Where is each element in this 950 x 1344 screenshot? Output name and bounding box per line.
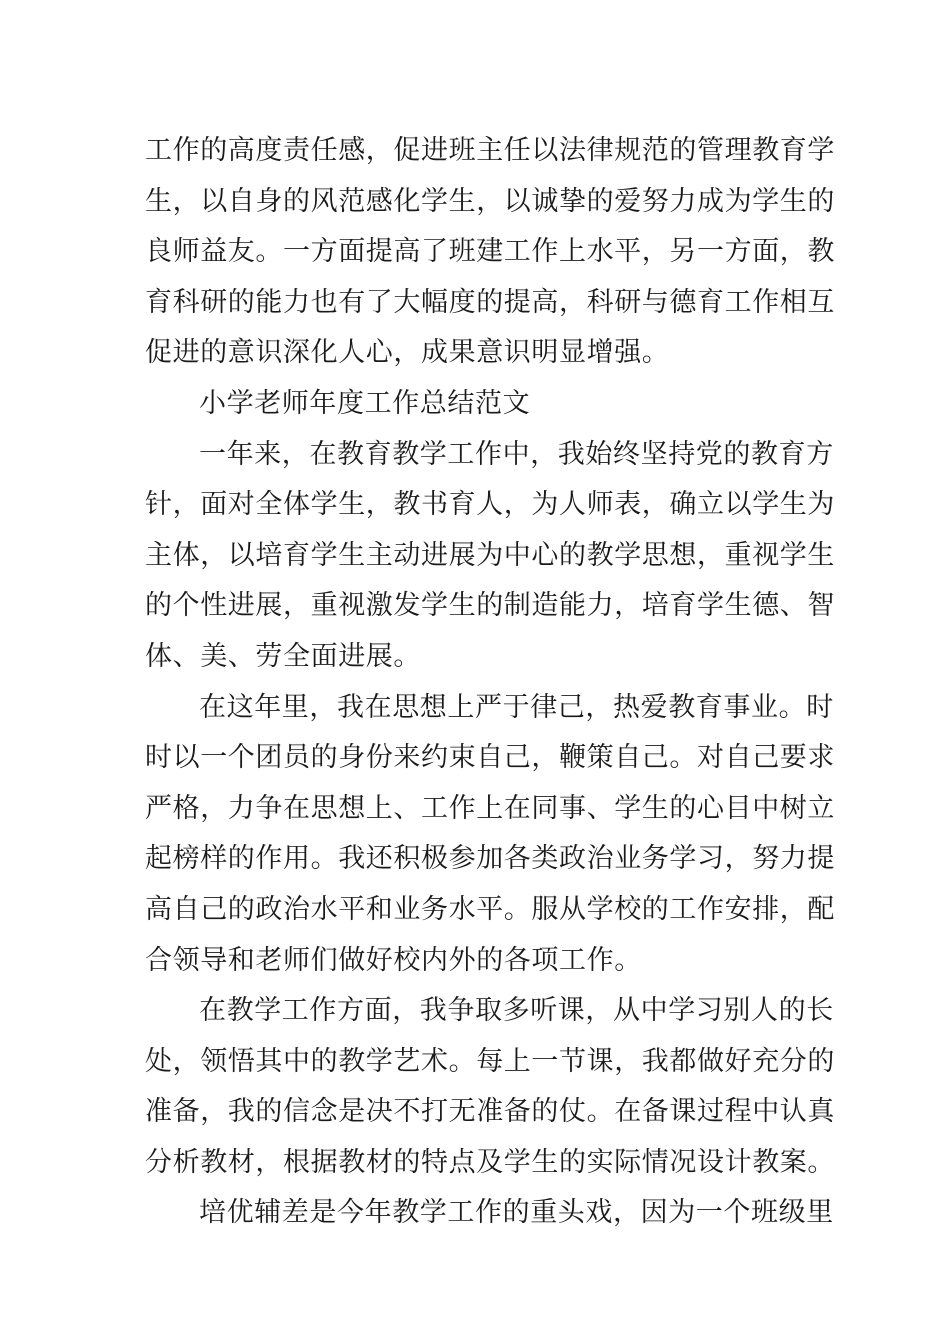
text-line: 准备，我的信念是决不打无准备的仗。在备课过程中认真: [145, 1096, 835, 1128]
paragraph-start-line: 在这年里，我在思想上严于律己，热爱教育事业。时: [199, 691, 834, 723]
text-line: 生，以自身的风范感化学生，以诚挚的爱努力成为学生的: [145, 185, 835, 217]
text-line: 工作的高度责任感，促进班主任以法律规范的管理教育学: [145, 135, 835, 166]
paragraph-start-line: 一年来，在教育教学工作中，我始终坚持党的教育方: [199, 438, 834, 470]
text-line: 严格，力争在思想上、工作上在同事、学生的心目中树立: [145, 792, 835, 824]
text-line: 主体，以培育学生主动进展为中心的教学思想，重视学生: [145, 539, 835, 571]
text-line: 的个性进展，重视激发学生的制造能力，培育学生德、智: [145, 590, 835, 622]
text-line: 体、美、劳全面进展。: [145, 640, 421, 672]
text-line: 高自己的政治水平和业务水平。服从学校的工作安排，配: [145, 893, 835, 925]
text-line: 时以一个团员的身份来约束自己，鞭策自己。对自己要求: [145, 742, 835, 774]
text-line: 育科研的能力也有了大幅度的提高，科研与德育工作相互: [145, 286, 835, 318]
paragraph-start-line: 在教学工作方面，我争取多听课，从中学习别人的长: [199, 995, 834, 1027]
text-line: 处，领悟其中的教学艺术。每上一节课，我都做好充分的: [145, 1045, 835, 1077]
text-line: 良师益友。一方面提高了班建工作上水平，另一方面，教: [145, 236, 835, 268]
text-line: 针，面对全体学生，教书育人，为人师表，确立以学生为: [145, 489, 835, 521]
text-line: 合领导和老师们做好校内外的各项工作。: [145, 944, 642, 976]
text-line: 分析教材，根据教材的特点及学生的实际情况设计教案。: [145, 1146, 835, 1178]
text-line: 促进的意识深化人心，成果意识明显增强。: [145, 337, 670, 369]
text-line: 起榜样的作用。我还积极参加各类政治业务学习，努力提: [145, 843, 835, 875]
section-heading: 小学老师年度工作总结范文: [199, 387, 531, 419]
paragraph-start-line: 培优辅差是今年教学工作的重头戏，因为一个班级里: [199, 1197, 834, 1229]
document-body: [145, 126, 835, 1239]
